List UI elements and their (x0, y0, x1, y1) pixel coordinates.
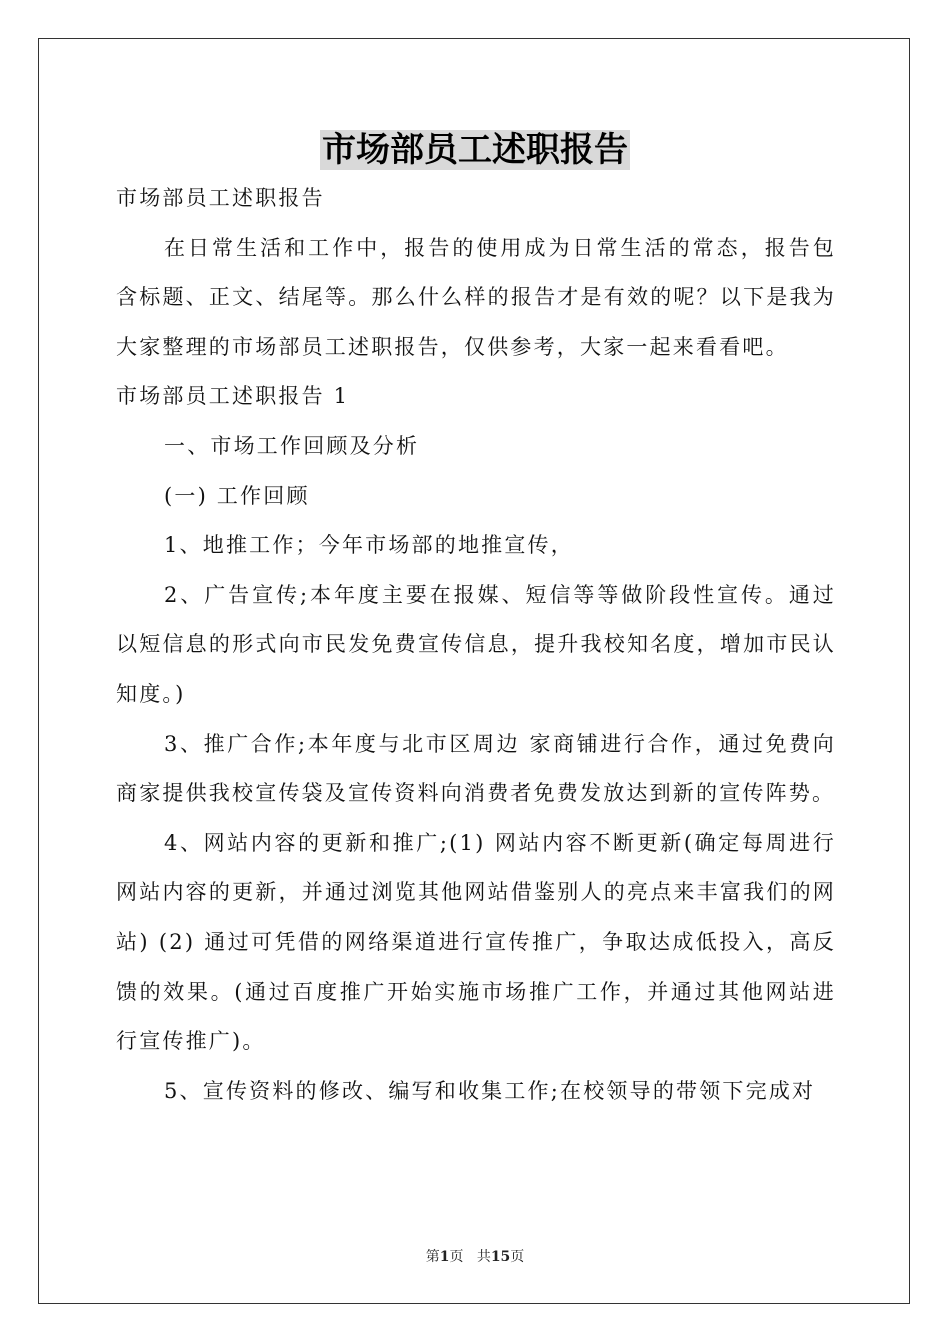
total-suffix: 页 (510, 1249, 525, 1265)
paragraph: 5、宣传资料的修改、编写和收集工作;在校领导的带领下完成对 (164, 1078, 816, 1103)
paragraph: 2、广告宣传;本年度主要在报媒、短信等等做阶段性宣传。通过以短信息的形式向市民发免费宣传信息，提升我校知名度，增加市民认知度。) (116, 582, 836, 706)
paragraph: 3、推广合作;本年度与北市区周边 家商铺进行合作，通过免费向商家提供我校宣传袋及宣传资料向消费者免费发放达到新的宣传阵势。 (116, 731, 836, 806)
paragraph: 市场部员工述职报告 (116, 186, 325, 210)
paragraph: 一、市场工作回顾及分析 (164, 433, 420, 458)
paragraph: (一) 工作回顾 (164, 483, 310, 508)
page-prefix: 第 (425, 1249, 440, 1265)
paragraph: 4、网站内容的更新和推广;(1) 网站内容不断更新(确定每周进行网站内容的更新，并通过浏览其他网站借鉴别人的亮点来丰富我们的网站) (2) 通过可凭借的网络渠道进行宣传推广，争取达成低投入，高反馈的效果。(通过百度推广开始实施市场推广工作，并通过其他网站进行宣传推广)。 (116, 830, 836, 1054)
paragraph: 在日常生活和工作中，报告的使用成为日常生活的常态，报告包含标题、正文、结尾等。那么什么样的报告才是有效的呢？以下是我为大家整理的市场部员工述职报告，仅供参考，大家一起来看看吧。 (116, 235, 836, 359)
paragraph: 1、地推工作；今年市场部的地推宣传， (164, 533, 574, 558)
current-page-number: 1 (439, 1249, 450, 1265)
page-suffix: 页 (449, 1249, 464, 1265)
paragraph: 市场部员工述职报告 1 (116, 384, 350, 409)
total-pages-number: 15 (490, 1249, 511, 1265)
document-title (0, 126, 950, 174)
document-title-text: 市场部员工述职报告 (322, 130, 628, 170)
page-footer (0, 1246, 950, 1266)
total-prefix: 共 (476, 1249, 491, 1265)
document-body (116, 174, 836, 1116)
